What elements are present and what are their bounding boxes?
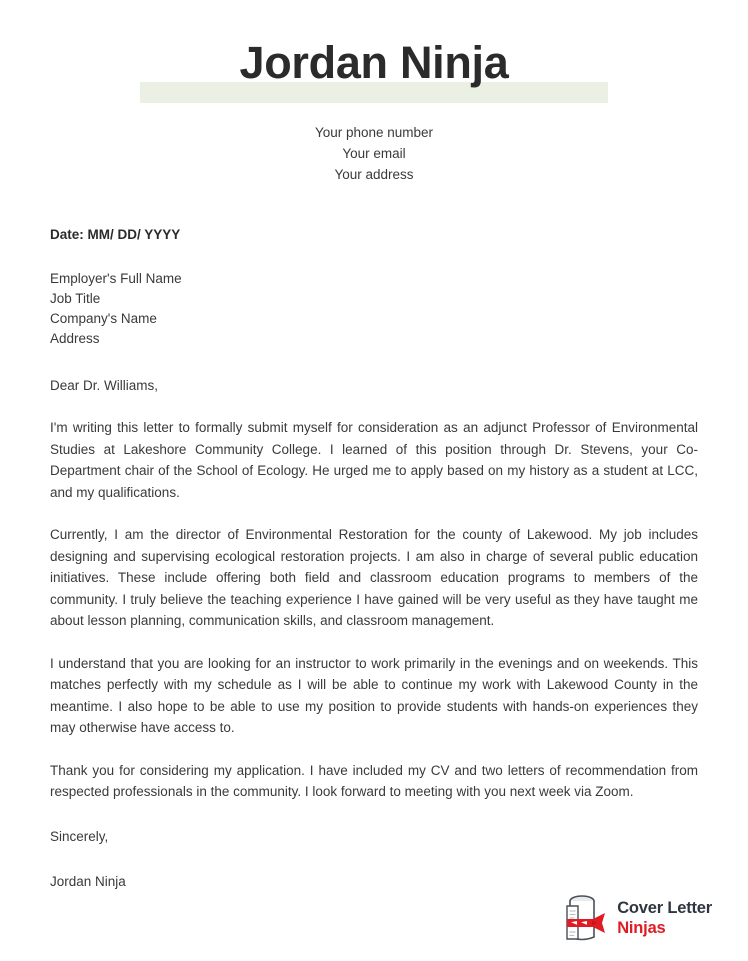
body-paragraph: I'm writing this letter to formally submit myself for consideration as an adjunct Professor of Environmental Studies at Lakeshore Community College. I learned of this position through Dr. Stevens, your Co-Department chair of the School of Ecology. He urged me to apply based on my history as a student at LCC, and my qualifications.: [50, 420, 698, 500]
brand-wordmark: [617, 898, 712, 938]
contact-email: Your email: [342, 146, 406, 161]
recipient-block: [50, 269, 698, 349]
signature-name: Jordan Ninja: [50, 873, 126, 889]
body-paragraph: I understand that you are looking for an instructor to work primarily in the evenings and on weekends. This matches perfectly with my schedule as I will be able to continue my work with Lakewood County in the meantime. I also hope to be able to use my position to provide students with hands-on experiences they may otherwise have access to.: [50, 655, 698, 735]
brand-logo: [561, 893, 712, 943]
recipient-company: Company's Name: [50, 311, 157, 326]
body-paragraph: Currently, I am the director of Environmental Restoration for the county of Lakewood. My job includes designing and supervising ecological restoration projects. I am also in charge of several public education initiatives. These include offering both field and classroom education programs to members of the community. I truly believe the teaching experience I have gained will be very useful as they have taught me about lesson planning, communication skills, and classroom management.: [50, 527, 698, 628]
contact-block: [0, 122, 748, 185]
page-title: Jordan Ninja: [239, 37, 509, 88]
contact-address: Your address: [334, 167, 414, 182]
letter-body: [50, 225, 698, 892]
brand-line-cover-letter: Cover Letter: [617, 899, 712, 917]
salutation: Dear Dr. Williams,: [50, 378, 159, 393]
closing-line: Sincerely,: [50, 828, 109, 844]
letter-header: [0, 0, 748, 185]
recipient-name: Employer's Full Name: [50, 271, 182, 286]
contact-phone: Your phone number: [314, 125, 434, 140]
ninja-scroll-icon: [561, 893, 607, 943]
recipient-job-title: Job Title: [50, 291, 101, 306]
recipient-address: Address: [50, 331, 100, 346]
body-paragraph: Thank you for considering my application. I have included my CV and two letters of recommendation from respected professionals in the community. I look forward to meeting with you next week via Zoom.: [50, 762, 698, 799]
name-heading-wrapper: [0, 34, 748, 98]
brand-line-ninjas: Ninjas: [617, 919, 666, 937]
letter-date: Date: MM/ DD/ YYYY: [50, 227, 181, 242]
